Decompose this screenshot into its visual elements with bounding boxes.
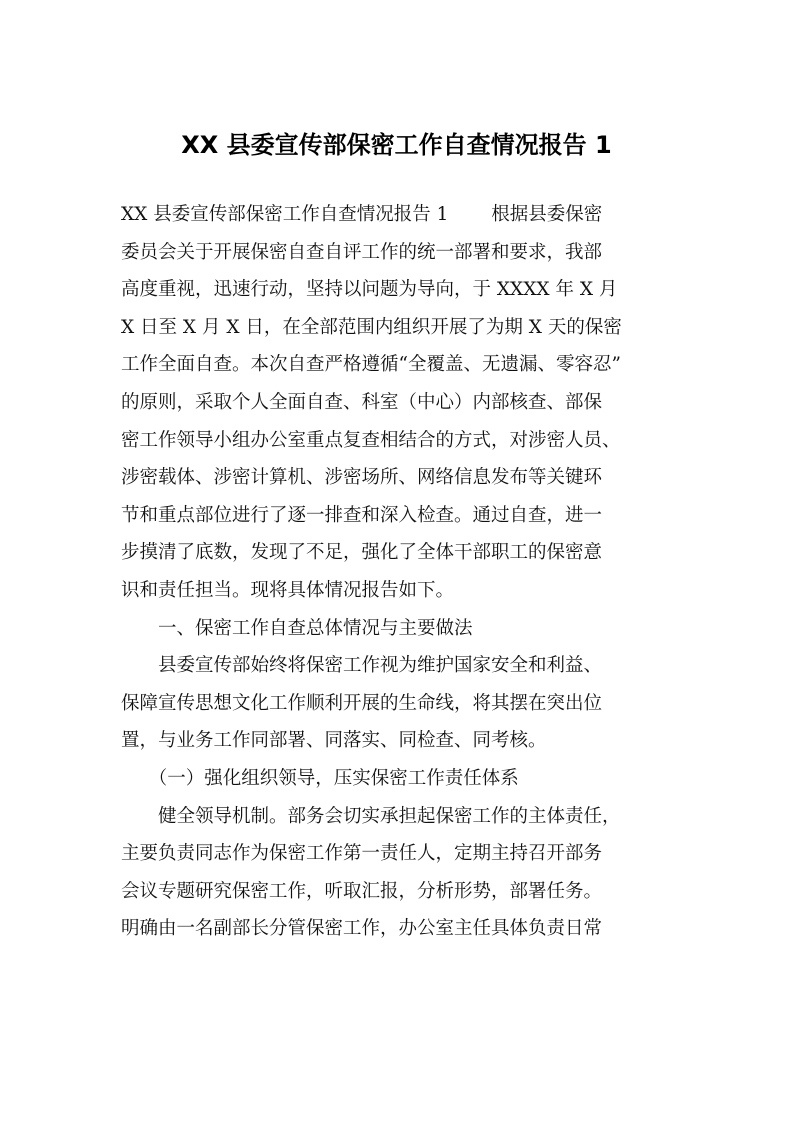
body-line: 明确由一名副部长分管保密工作，办公室主任具体负责日常 [121,918,603,940]
body-line: X 日至 X 月 X 日，在全部范围内组织开展了为期 X 天的保密 [121,316,622,338]
body-line: 识和责任担当。现将具体情况报告如下。 [121,579,455,601]
body-line: 高度重视，迅速行动，坚持以问题为导向，于 XXXX 年 X 月 [121,279,618,301]
body-line: 工作全面自查。本次自查严格遵循“全覆盖、无遗漏、零容忍” [121,354,621,376]
body-line: 涉密载体、涉密计算机、涉密场所、网络信息发布等关键环 [121,467,603,489]
body-line: 节和重点部位进行了逐一排查和深入检查。通过自查，进一 [121,504,603,526]
body-line: 步摸清了底数，发现了不足，强化了全体干部职工的保密意 [121,542,603,564]
body-line: 县委宣传部始终将保密工作视为维护国家安全和利益、 [121,655,603,677]
section-heading: 一、保密工作自查总体情况与主要做法 [121,617,473,639]
body-line: 会议专题研究保密工作，听取汇报，分析形势，部署任务。 [121,880,603,902]
body-line: 密工作领导小组办公室重点复查相结合的方式，对涉密人员、 [121,429,621,451]
document-title: XX 县委宣传部保密工作自查情况报告 1 [181,131,612,159]
body-line: 主要负责同志作为保密工作第一责任人，定期主持召开部务 [121,843,603,865]
body-line: 的原则，采取个人全面自查、科室（中心）内部核查、部保 [121,391,603,413]
body-line: 健全领导机制。部务会切实承担起保密工作的主体责任， [121,805,621,827]
body-line: XX 县委宣传部保密工作自查情况报告 1 根据县委保密 [121,204,603,225]
body-line: 置，与业务工作同部署、同落实、同检查、同考核。 [121,730,547,752]
body-line: 委员会关于开展保密自查自评工作的统一部署和要求，我部 [121,241,603,263]
document-body [121,196,681,948]
body-line: 保障宣传思想文化工作顺利开展的生命线，将其摆在突出位 [121,692,603,714]
subsection-heading: （一）强化组织领导，压实保密工作责任体系 [121,767,519,789]
